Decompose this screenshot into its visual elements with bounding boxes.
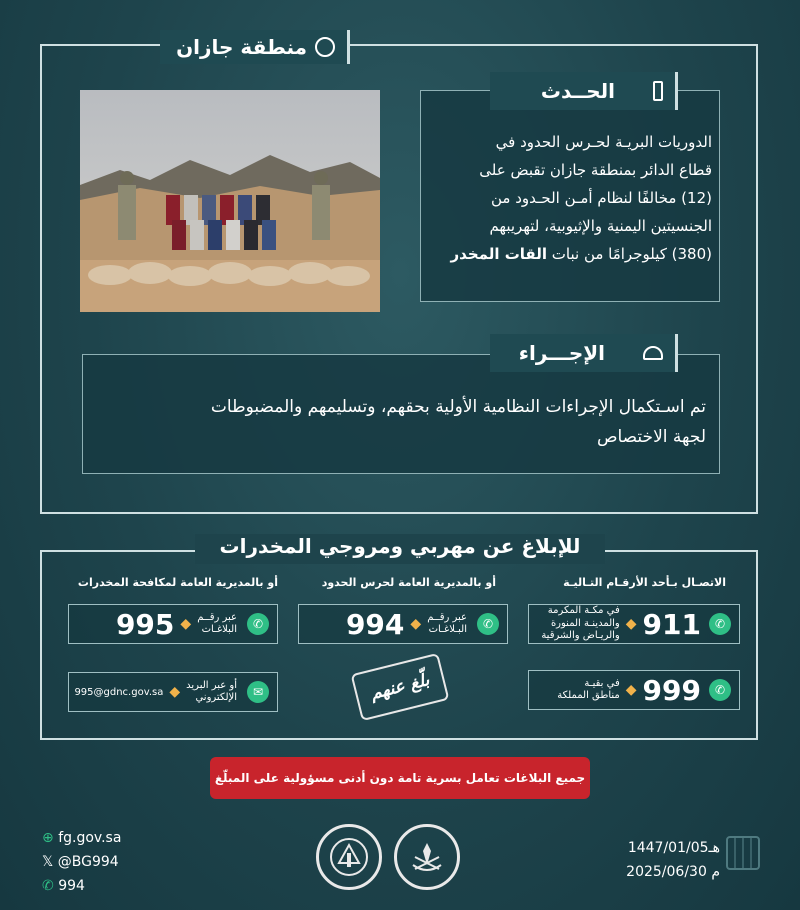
event-line-1: الدوريات البريـة لحـرس الحدود في xyxy=(495,133,712,151)
notice-text: جميع البلاغات تعامل بسرية تامة دون أدنى مسؤولية على المبلّغ xyxy=(214,771,586,785)
number-999: 999 xyxy=(642,673,701,707)
event-text xyxy=(424,128,712,268)
number-995: 995 xyxy=(115,607,175,641)
siren-icon xyxy=(643,346,663,360)
confidential-notice xyxy=(210,757,590,799)
event-line-3: (12) مخالفًا لنظام أمـن الحـدود من xyxy=(490,189,712,207)
x-link[interactable] xyxy=(42,850,121,874)
action-text xyxy=(92,392,706,452)
phone-icon: ✆ xyxy=(709,613,731,635)
desc-995-1: عبر رقــم xyxy=(197,611,237,623)
desc-999-2: مناطق المملكة xyxy=(557,690,620,701)
website-text: fg.gov.sa xyxy=(58,830,122,846)
calendar-icon xyxy=(726,836,760,870)
event-line-2: قطاع الدائر بمنطقة جازان تقبض على xyxy=(479,161,712,179)
call-911-box[interactable] xyxy=(528,604,740,644)
event-photo xyxy=(80,90,380,312)
footer-links xyxy=(42,826,121,898)
action-line-1: تم اسـتكمال الإجراءات النظامية الأولية بحقهم، وتسليمهم والمضبوطات xyxy=(210,397,706,417)
desc-email-1: أو عبر البريد xyxy=(186,679,237,691)
phone-text: 994 xyxy=(58,878,85,894)
chevron-icon: ◆ xyxy=(410,616,422,632)
chevron-icon: ◆ xyxy=(169,684,181,700)
number-994: 994 xyxy=(345,607,405,641)
desc-email xyxy=(186,680,237,705)
desc-911-1: في مكـة المكرمة xyxy=(547,605,620,617)
event-highlight: القات المخدر xyxy=(450,245,547,263)
anti-narcotics-emblem xyxy=(316,824,382,890)
event-tab xyxy=(490,72,678,110)
chevron-icon: ◆ xyxy=(625,616,637,632)
report-title: للإبلاغ عن مهربي ومروجي المخدرات xyxy=(195,534,605,564)
phone-link[interactable] xyxy=(42,874,121,898)
x-handle-text: @BG994 xyxy=(57,854,119,870)
x-logo-icon: 𝕏 xyxy=(42,854,54,870)
number-911: 911 xyxy=(642,607,701,641)
col-left-header: أو بالمديرية العامة لمكافحة المخدرات xyxy=(77,576,278,589)
desc-911-2: والمدينـة المنورة xyxy=(550,617,620,629)
phone-icon: ✆ xyxy=(477,613,499,635)
desc-994 xyxy=(427,612,467,637)
phone-icon: ✆ xyxy=(709,679,731,701)
border-guard-emblem xyxy=(394,824,460,890)
call-995-box[interactable] xyxy=(68,604,278,644)
website-link[interactable] xyxy=(42,826,121,850)
date-gregorian: 2025/06/30 م xyxy=(626,864,720,880)
radio-icon xyxy=(653,81,663,101)
desc-911-3: والريـاض والشرقية xyxy=(541,630,620,642)
action-tab xyxy=(490,334,678,372)
event-heading: الحــدث xyxy=(540,79,615,103)
desc-999-1: في بقيـة xyxy=(584,677,620,689)
mail-icon: ✉ xyxy=(247,681,269,703)
phone-icon: ✆ xyxy=(42,878,54,894)
event-line-5 xyxy=(424,240,712,268)
chevron-icon: ◆ xyxy=(625,682,637,698)
stamp-text: بلّغ عنهم xyxy=(368,670,432,704)
call-994-box[interactable] xyxy=(298,604,508,644)
chevron-icon: ◆ xyxy=(180,616,192,632)
globe-icon: ⊕ xyxy=(42,830,54,846)
desc-995 xyxy=(197,612,237,637)
col-right-header: الاتصـال بـأحد الأرقـام التـاليـة xyxy=(563,576,726,589)
email-box[interactable] xyxy=(68,672,278,712)
region-tab xyxy=(160,30,350,64)
desc-994-1: عبر رقــم xyxy=(427,611,467,623)
email-address[interactable]: 995@gdnc.gov.sa xyxy=(74,686,164,698)
call-999-box[interactable] xyxy=(528,670,740,710)
action-line-2: لجهة الاختصاص xyxy=(596,427,706,447)
action-heading: الإجـــراء xyxy=(518,341,605,365)
footer-dates xyxy=(590,836,720,884)
region-title: منطقة جازان xyxy=(176,35,307,59)
desc-994-2: البـلاغـات xyxy=(428,624,467,635)
event-line-4: الجنسيتين اليمنية والإثيوبية، لتهريبهم xyxy=(489,217,712,235)
phone-icon: ✆ xyxy=(247,613,269,635)
search-globe-icon xyxy=(315,37,335,57)
desc-911 xyxy=(541,605,619,643)
col-mid-header: أو بالمديرية العامة لحرس الحدود xyxy=(321,576,496,589)
desc-995-2: البلاغـات xyxy=(201,624,237,635)
desc-email-2: الإلكتروني xyxy=(195,692,237,703)
desc-999 xyxy=(557,678,619,703)
event-line-5-text: (380) كيلوجرامًا من نبات xyxy=(551,245,712,263)
date-hijri: 1447/01/05هـ xyxy=(627,840,720,856)
